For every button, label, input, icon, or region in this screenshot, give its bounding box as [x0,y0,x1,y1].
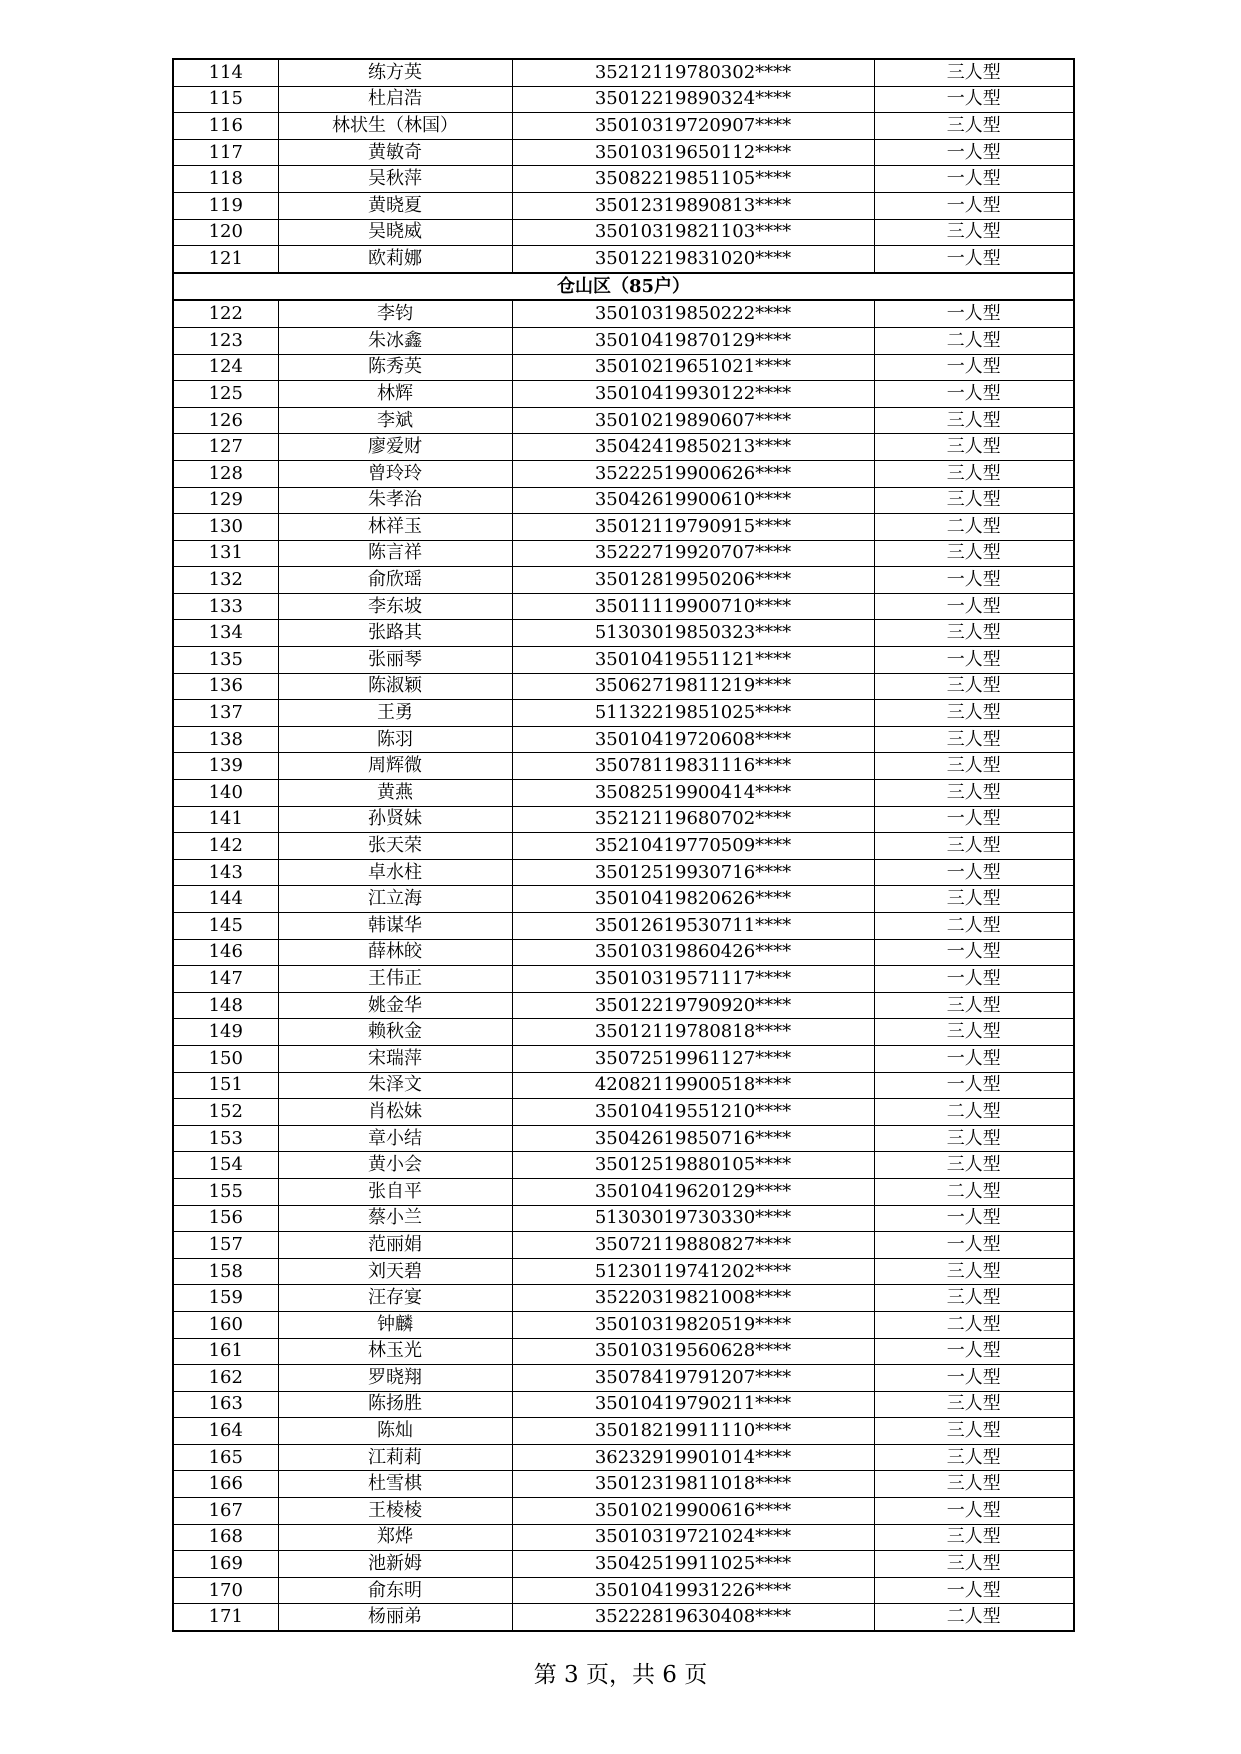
table-row [173,1391,1074,1418]
name-cell: 姚金华 [278,992,512,1019]
name-cell: 黄晓夏 [278,192,512,219]
table-row [173,806,1074,833]
name-cell: 汪存宴 [278,1285,512,1312]
household-type-cell: 三人型 [874,833,1074,860]
household-type-cell: 一人型 [874,567,1074,594]
table-row [173,327,1074,354]
id-number-cell: 35062719811219**** [512,673,874,700]
name-cell: 宋瑞萍 [278,1045,512,1072]
household-type-cell: 一人型 [874,86,1074,113]
name-cell: 黄敏奇 [278,139,512,166]
table-row [173,113,1074,140]
row-number-cell: 138 [173,726,278,753]
name-cell: 陈灿 [278,1418,512,1445]
household-type-cell: 三人型 [874,407,1074,434]
row-number-cell: 142 [173,833,278,860]
name-cell: 范丽娟 [278,1232,512,1259]
table-row [173,460,1074,487]
household-type-cell: 一人型 [874,166,1074,193]
id-number-cell: 35010219900616**** [512,1498,874,1525]
name-cell: 李钧 [278,300,512,327]
id-number-cell: 35012819950206**** [512,567,874,594]
name-cell: 周辉微 [278,753,512,780]
id-number-cell: 51132219851025**** [512,700,874,727]
name-cell: 钟麟 [278,1311,512,1338]
row-number-cell: 130 [173,514,278,541]
row-number-cell: 119 [173,192,278,219]
name-cell: 张天荣 [278,833,512,860]
id-number-cell: 51303019850323**** [512,620,874,647]
name-cell: 罗晓翔 [278,1365,512,1392]
row-number-cell: 144 [173,886,278,913]
table-row [173,1072,1074,1099]
name-cell: 曾玲玲 [278,460,512,487]
row-number-cell: 139 [173,753,278,780]
id-number-cell: 35012519880105**** [512,1152,874,1179]
household-type-cell: 一人型 [874,354,1074,381]
row-number-cell: 116 [173,113,278,140]
household-type-cell: 一人型 [874,966,1074,993]
household-type-cell: 一人型 [874,859,1074,886]
table-row [173,966,1074,993]
id-number-cell: 35078419791207**** [512,1365,874,1392]
table-row [173,192,1074,219]
id-number-cell: 35072119880827**** [512,1232,874,1259]
id-number-cell: 35210419770509**** [512,833,874,860]
table-row [173,1551,1074,1578]
table-row [173,1178,1074,1205]
row-number-cell: 137 [173,700,278,727]
row-number-cell: 120 [173,219,278,246]
row-number-cell: 164 [173,1418,278,1445]
id-number-cell: 35010419820626**** [512,886,874,913]
household-type-cell: 三人型 [874,460,1074,487]
id-number-cell: 36232919901014**** [512,1444,874,1471]
name-cell: 蔡小兰 [278,1205,512,1232]
table-row [173,300,1074,327]
row-number-cell: 126 [173,407,278,434]
id-number-cell: 35010419620129**** [512,1178,874,1205]
household-type-cell: 三人型 [874,59,1074,86]
row-number-cell: 129 [173,487,278,514]
household-type-cell: 三人型 [874,434,1074,461]
household-type-cell: 三人型 [874,1285,1074,1312]
table-row [173,700,1074,727]
name-cell: 朱孝治 [278,487,512,514]
household-type-cell: 一人型 [874,300,1074,327]
household-type-cell: 一人型 [874,593,1074,620]
household-type-cell: 一人型 [874,139,1074,166]
id-number-cell: 35012619530711**** [512,913,874,940]
id-number-cell: 35011119900710**** [512,593,874,620]
table-row [173,567,1074,594]
id-number-cell: 35010319860426**** [512,939,874,966]
household-type-cell: 一人型 [874,939,1074,966]
household-type-cell: 三人型 [874,1524,1074,1551]
table-row [173,1418,1074,1445]
id-number-cell: 42082119900518**** [512,1072,874,1099]
name-cell: 王勇 [278,700,512,727]
id-number-cell: 35012319811018**** [512,1471,874,1498]
household-type-cell: 三人型 [874,487,1074,514]
name-cell: 杨丽弟 [278,1604,512,1631]
row-number-cell: 162 [173,1365,278,1392]
table-row [173,1125,1074,1152]
table-row [173,1338,1074,1365]
id-number-cell: 35010319721024**** [512,1524,874,1551]
id-number-cell: 35012319890813**** [512,192,874,219]
id-number-cell: 35222519900626**** [512,460,874,487]
id-number-cell: 35010319720907**** [512,113,874,140]
row-number-cell: 122 [173,300,278,327]
household-type-cell: 三人型 [874,1258,1074,1285]
row-number-cell: 143 [173,859,278,886]
table-row [173,673,1074,700]
row-number-cell: 170 [173,1577,278,1604]
id-number-cell: 35082519900414**** [512,780,874,807]
household-list-table [172,58,1075,1632]
household-type-cell: 一人型 [874,1072,1074,1099]
table-row [173,514,1074,541]
table-row [173,1577,1074,1604]
row-number-cell: 123 [173,327,278,354]
table-row [173,354,1074,381]
id-number-cell: 35012219890324**** [512,86,874,113]
table-row [173,166,1074,193]
household-type-cell: 三人型 [874,753,1074,780]
row-number-cell: 150 [173,1045,278,1072]
household-type-cell: 三人型 [874,540,1074,567]
name-cell: 朱泽文 [278,1072,512,1099]
name-cell: 杜雪棋 [278,1471,512,1498]
household-type-cell: 三人型 [874,1019,1074,1046]
table-row [173,1498,1074,1525]
row-number-cell: 163 [173,1391,278,1418]
id-number-cell: 35042419850213**** [512,434,874,461]
name-cell: 黄燕 [278,780,512,807]
name-cell: 张自平 [278,1178,512,1205]
table-row [173,86,1074,113]
household-type-cell: 一人型 [874,1498,1074,1525]
table-row [173,1232,1074,1259]
row-number-cell: 117 [173,139,278,166]
name-cell: 吴秋萍 [278,166,512,193]
row-number-cell: 141 [173,806,278,833]
table-row [173,859,1074,886]
name-cell: 欧莉娜 [278,246,512,273]
row-number-cell: 156 [173,1205,278,1232]
id-number-cell: 35010419720608**** [512,726,874,753]
name-cell: 俞东明 [278,1577,512,1604]
row-number-cell: 171 [173,1604,278,1631]
household-type-cell: 三人型 [874,1551,1074,1578]
table-row [173,833,1074,860]
row-number-cell: 131 [173,540,278,567]
name-cell: 江立海 [278,886,512,913]
id-number-cell: 35010419931226**** [512,1577,874,1604]
household-type-cell: 三人型 [874,1152,1074,1179]
table-row [173,139,1074,166]
table-row [173,726,1074,753]
id-number-cell: 35212119680702**** [512,806,874,833]
row-number-cell: 114 [173,59,278,86]
row-number-cell: 124 [173,354,278,381]
id-number-cell: 35010319821103**** [512,219,874,246]
row-number-cell: 127 [173,434,278,461]
id-number-cell: 35042519911025**** [512,1551,874,1578]
row-number-cell: 128 [173,460,278,487]
id-number-cell: 35010319820519**** [512,1311,874,1338]
name-cell: 薛林皎 [278,939,512,966]
table-row [173,407,1074,434]
table-row [173,487,1074,514]
table-row [173,992,1074,1019]
row-number-cell: 168 [173,1524,278,1551]
name-cell: 王伟正 [278,966,512,993]
table-row [173,647,1074,674]
name-cell: 王棱棱 [278,1498,512,1525]
id-number-cell: 35010319850222**** [512,300,874,327]
household-type-cell: 二人型 [874,913,1074,940]
household-type-cell: 三人型 [874,780,1074,807]
name-cell: 吴晓威 [278,219,512,246]
row-number-cell: 121 [173,246,278,273]
row-number-cell: 140 [173,780,278,807]
table-row [173,753,1074,780]
household-type-cell: 一人型 [874,381,1074,408]
table-row [173,1285,1074,1312]
row-number-cell: 115 [173,86,278,113]
household-type-cell: 二人型 [874,327,1074,354]
section-title: 仓山区（85户） [173,273,1074,301]
row-number-cell: 151 [173,1072,278,1099]
section-header-row [173,273,1074,301]
id-number-cell: 35042619900610**** [512,487,874,514]
household-type-cell: 三人型 [874,1444,1074,1471]
household-type-cell: 三人型 [874,219,1074,246]
name-cell: 黄小会 [278,1152,512,1179]
row-number-cell: 160 [173,1311,278,1338]
household-type-cell: 三人型 [874,886,1074,913]
household-type-cell: 三人型 [874,1125,1074,1152]
household-type-cell: 三人型 [874,1471,1074,1498]
table-row [173,780,1074,807]
id-number-cell: 35042619850716**** [512,1125,874,1152]
row-number-cell: 148 [173,992,278,1019]
row-number-cell: 134 [173,620,278,647]
name-cell: 张丽琴 [278,647,512,674]
id-number-cell: 35012219790920**** [512,992,874,1019]
id-number-cell: 35010419790211**** [512,1391,874,1418]
id-number-cell: 51303019730330**** [512,1205,874,1232]
id-number-cell: 35012119780818**** [512,1019,874,1046]
table-body-after [173,300,1074,1631]
household-type-cell: 三人型 [874,992,1074,1019]
household-type-cell: 三人型 [874,673,1074,700]
household-type-cell: 三人型 [874,1418,1074,1445]
table-row [173,1444,1074,1471]
household-type-cell: 一人型 [874,1577,1074,1604]
name-cell: 林状生（林国） [278,113,512,140]
table-row [173,1604,1074,1631]
row-number-cell: 147 [173,966,278,993]
table-row [173,219,1074,246]
household-type-cell: 二人型 [874,1178,1074,1205]
id-number-cell: 51230119741202**** [512,1258,874,1285]
name-cell: 陈言祥 [278,540,512,567]
name-cell: 林辉 [278,381,512,408]
table-row [173,1205,1074,1232]
id-number-cell: 35010419551121**** [512,647,874,674]
name-cell: 练方英 [278,59,512,86]
table-row [173,620,1074,647]
table-row [173,913,1074,940]
id-number-cell: 35010319571117**** [512,966,874,993]
name-cell: 章小结 [278,1125,512,1152]
table-row [173,1099,1074,1126]
id-number-cell: 35012119790915**** [512,514,874,541]
table-row [173,939,1074,966]
household-type-cell: 一人型 [874,1365,1074,1392]
household-type-cell: 一人型 [874,246,1074,273]
household-type-cell: 一人型 [874,192,1074,219]
id-number-cell: 35078119831116**** [512,753,874,780]
household-type-cell: 三人型 [874,700,1074,727]
name-cell: 陈秀英 [278,354,512,381]
table-row [173,886,1074,913]
name-cell: 李斌 [278,407,512,434]
row-number-cell: 169 [173,1551,278,1578]
row-number-cell: 133 [173,593,278,620]
name-cell: 肖松妹 [278,1099,512,1126]
row-number-cell: 149 [173,1019,278,1046]
row-number-cell: 155 [173,1178,278,1205]
household-type-cell: 一人型 [874,1232,1074,1259]
row-number-cell: 161 [173,1338,278,1365]
id-number-cell: 35010219890607**** [512,407,874,434]
name-cell: 张路其 [278,620,512,647]
household-type-cell: 二人型 [874,1099,1074,1126]
row-number-cell: 146 [173,939,278,966]
table-row [173,246,1074,273]
table-row [173,1524,1074,1551]
name-cell: 廖爱财 [278,434,512,461]
name-cell: 林玉光 [278,1338,512,1365]
household-type-cell: 一人型 [874,1045,1074,1072]
household-type-cell: 二人型 [874,1311,1074,1338]
row-number-cell: 152 [173,1099,278,1126]
row-number-cell: 167 [173,1498,278,1525]
name-cell: 卓水柱 [278,859,512,886]
id-number-cell: 35012519930716**** [512,859,874,886]
table-row [173,434,1074,461]
table-row [173,1152,1074,1179]
household-type-cell: 一人型 [874,1205,1074,1232]
name-cell: 陈淑颖 [278,673,512,700]
household-type-cell: 三人型 [874,620,1074,647]
name-cell: 李东坡 [278,593,512,620]
row-number-cell: 165 [173,1444,278,1471]
id-number-cell: 35010319650112**** [512,139,874,166]
row-number-cell: 125 [173,381,278,408]
id-number-cell: 35222719920707**** [512,540,874,567]
row-number-cell: 166 [173,1471,278,1498]
name-cell: 杜启浩 [278,86,512,113]
id-number-cell: 35010219651021**** [512,354,874,381]
name-cell: 朱冰鑫 [278,327,512,354]
row-number-cell: 132 [173,567,278,594]
name-cell: 郑烨 [278,1524,512,1551]
household-type-cell: 二人型 [874,1604,1074,1631]
row-number-cell: 159 [173,1285,278,1312]
table-row [173,1019,1074,1046]
id-number-cell: 35018219911110**** [512,1418,874,1445]
name-cell: 林祥玉 [278,514,512,541]
name-cell: 池新姆 [278,1551,512,1578]
table-row [173,381,1074,408]
row-number-cell: 157 [173,1232,278,1259]
name-cell: 孙贤妹 [278,806,512,833]
household-type-cell: 三人型 [874,1391,1074,1418]
name-cell: 江莉莉 [278,1444,512,1471]
name-cell: 赖秋金 [278,1019,512,1046]
row-number-cell: 136 [173,673,278,700]
name-cell: 刘天碧 [278,1258,512,1285]
row-number-cell: 154 [173,1152,278,1179]
household-type-cell: 一人型 [874,806,1074,833]
page-footer: 第 3 页，共 6 页 [533,1662,708,1688]
row-number-cell: 135 [173,647,278,674]
id-number-cell: 35010319560628**** [512,1338,874,1365]
table-body-before [173,59,1074,273]
id-number-cell: 35010419551210**** [512,1099,874,1126]
id-number-cell: 35010419870129**** [512,327,874,354]
table-row [173,59,1074,86]
table-row [173,1365,1074,1392]
table-row [173,593,1074,620]
row-number-cell: 158 [173,1258,278,1285]
row-number-cell: 153 [173,1125,278,1152]
household-type-cell: 三人型 [874,113,1074,140]
id-number-cell: 35072519961127**** [512,1045,874,1072]
id-number-cell: 35012219831020**** [512,246,874,273]
id-number-cell: 35220319821008**** [512,1285,874,1312]
household-type-cell: 一人型 [874,647,1074,674]
table-row [173,1045,1074,1072]
household-type-cell: 三人型 [874,726,1074,753]
id-number-cell: 35082219851105**** [512,166,874,193]
section-header-group [173,273,1074,301]
table-row [173,1471,1074,1498]
id-number-cell: 35010419930122**** [512,381,874,408]
table-row [173,1311,1074,1338]
row-number-cell: 118 [173,166,278,193]
id-number-cell: 35222819630408**** [512,1604,874,1631]
table-row [173,1258,1074,1285]
name-cell: 韩谋华 [278,913,512,940]
household-type-cell: 一人型 [874,1338,1074,1365]
row-number-cell: 145 [173,913,278,940]
name-cell: 俞欣瑶 [278,567,512,594]
table-row [173,540,1074,567]
name-cell: 陈扬胜 [278,1391,512,1418]
name-cell: 陈羽 [278,726,512,753]
id-number-cell: 35212119780302**** [512,59,874,86]
household-type-cell: 二人型 [874,514,1074,541]
